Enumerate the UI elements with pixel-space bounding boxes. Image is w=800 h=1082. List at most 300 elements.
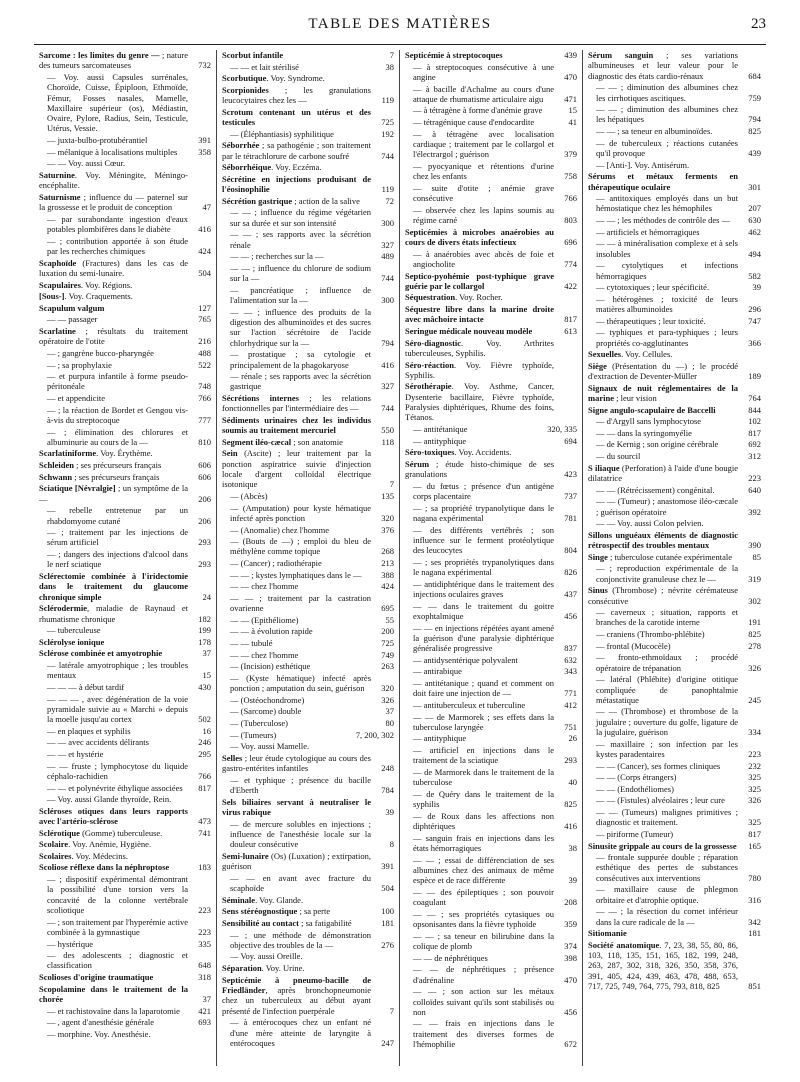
index-entry xyxy=(39,448,211,458)
index-entry xyxy=(222,207,394,228)
entry-page: 392 xyxy=(748,506,761,517)
index-entry xyxy=(39,694,211,725)
entry-page: 232 xyxy=(748,760,761,771)
entry-page: 183 xyxy=(198,862,211,873)
entry-text: — — chez l'homme xyxy=(230,581,299,592)
entry-text: Sclérectomie combinée à l'iridectomie dans le traitement du glaucome chronique simple xyxy=(39,571,188,602)
entry-page: 15 xyxy=(202,670,211,681)
entry-page: 100 xyxy=(381,906,394,917)
index-entry xyxy=(588,795,761,805)
index-entry xyxy=(39,280,211,290)
entry-text: — maxillaire cause de phlegmon orbitaire et d'atrophie optique. xyxy=(596,884,738,905)
entry-page: 737 xyxy=(564,491,577,502)
entry-text: — pyocyanique et rétentions d'urine chez les enfants xyxy=(413,160,554,182)
index-entry xyxy=(222,906,394,916)
entry-page: 335 xyxy=(198,938,211,949)
index-entry xyxy=(222,797,394,818)
entry-text: — (Cancer) ; radiothérapie xyxy=(230,558,322,569)
index-entry xyxy=(39,625,211,635)
index-entry xyxy=(588,349,761,359)
entry-text: — juxta-bulbo-protubérantiel xyxy=(47,135,148,146)
entry-text: — — dans la syringomyélie xyxy=(596,427,692,438)
entry-text: — de Marmorek dans le traitement de la tuberculose xyxy=(413,767,554,788)
index-entry xyxy=(588,416,761,426)
entry-page: 471 xyxy=(564,93,577,104)
entry-text: — — ; kystes lymphatiques dans le — xyxy=(230,569,362,580)
index-entry xyxy=(405,326,577,336)
entry-text: — antityphique xyxy=(413,435,467,446)
index-entry xyxy=(405,227,577,248)
entry-text: Sinusite grippale au cours de la grossesse xyxy=(588,840,737,851)
entry-text: — — avec accidents délirants xyxy=(47,737,149,748)
index-entry xyxy=(39,950,211,971)
entry-page: 326 xyxy=(748,662,761,673)
index-entry xyxy=(222,695,394,705)
entry-text: Séparation. Voy. Urine. xyxy=(222,963,305,974)
entry-text: — — et lait stérilisé xyxy=(230,61,299,72)
index-entry xyxy=(588,463,761,484)
index-entry xyxy=(405,436,577,446)
entry-text: — — et hystérie xyxy=(47,748,104,759)
entry-text: — fronto-ethmoïdaux ; procédé opératoire de trépanation xyxy=(596,652,738,673)
entry-page: 759 xyxy=(748,92,761,103)
entry-text: — , agent d'anesthésie générale xyxy=(47,1017,155,1028)
entry-text: — (Éléphantiasis) syphilitique xyxy=(230,128,334,139)
entry-text: — Voy. aussi Mamelle. xyxy=(230,741,310,752)
index-entry xyxy=(222,349,394,370)
index-entry xyxy=(222,1017,394,1048)
entry-page: 268 xyxy=(381,546,394,557)
entry-text: — ; sa propriété trypanolytique dans le nagana expérimental xyxy=(413,502,554,523)
entry-page: 725 xyxy=(381,638,394,649)
index-entry xyxy=(405,503,577,524)
index-entry xyxy=(405,833,577,854)
entry-page: 473 xyxy=(198,816,211,827)
entry-text: Septicémies à microbes anaérobies au cours de divers états infectieux xyxy=(405,226,554,247)
entry-text: — — de néphrétiques ; présence d'adrénaline xyxy=(413,964,554,985)
entry-page: 326 xyxy=(381,694,394,705)
index-entry xyxy=(222,448,394,489)
entry-text: — à tétragène avec localisation cardiaque ; traitement par le collargol et l'électrargol ; guérison xyxy=(413,128,554,160)
index-entry xyxy=(405,733,577,743)
index-entry xyxy=(588,563,761,584)
entry-page: 489 xyxy=(381,251,394,262)
index-entry xyxy=(222,753,394,774)
entry-text: Segment iléo-cæcal ; son anatomie xyxy=(222,436,343,447)
entry-text: — — (Tumeur) ; anastomose iléo-cæcale ; guérison opératoire xyxy=(596,496,738,517)
entry-page: 208 xyxy=(564,897,577,908)
index-entry xyxy=(39,839,211,849)
entry-text: — (Amputation) pour kyste hématique infecté après ponction xyxy=(230,502,371,523)
entry-page: 40 xyxy=(568,777,577,788)
index-entry xyxy=(39,326,211,347)
index-entry xyxy=(39,258,211,279)
entry-page: 320 xyxy=(381,683,394,694)
entry-page: 693 xyxy=(198,1017,211,1028)
entry-page: 55 xyxy=(385,614,394,625)
index-entry xyxy=(222,741,394,751)
index-entry xyxy=(39,726,211,736)
entry-text: — — ; son action sur les métaux colloïdes suivant qu'ils sont stabilisés ou non xyxy=(413,986,554,1017)
entry-text: — — en avant avec fracture du scaphoïde xyxy=(230,872,371,894)
entry-text: — des différents vertébrés ; son influence sur le ferment protéolytique des leucocytes xyxy=(413,524,554,556)
index-entry xyxy=(588,706,761,737)
index-entry xyxy=(39,303,211,313)
entry-text: — — dans le traitement du goitre exophtalmique xyxy=(413,600,554,621)
entry-text: — antituberculeux et tuberculine xyxy=(413,699,526,710)
entry-text: — ; traitement par les injections de sérum artificiel xyxy=(47,527,188,548)
index-entry xyxy=(222,615,394,625)
entry-page: 263 xyxy=(381,661,394,672)
entry-text: — à streptocoques consécutive à une angine xyxy=(413,61,554,82)
entry-text: — antityphique xyxy=(413,733,467,744)
entry-text: Seringue médicale nouveau modèle xyxy=(405,325,533,336)
index-entry xyxy=(39,603,211,624)
index-entry xyxy=(39,761,211,782)
entry-text: Sérum sanguin ; ses variations albumineuses et leur valeur pour le diagnostic des états cardio-rénaux xyxy=(588,50,738,81)
entry-page: 343 xyxy=(564,666,577,677)
index-entry xyxy=(405,986,577,1017)
entry-page: 37 xyxy=(202,994,211,1004)
index-entry xyxy=(39,939,211,949)
entry-text: Séborrhée ; sa pathogénie ; son traitement par le tétrachlorure de carbone soufré xyxy=(222,140,371,161)
index-entry xyxy=(405,1018,577,1049)
index-entry xyxy=(588,530,761,551)
entry-text: — — ; la résection du cornet inférieur dans la cure radicale de la — xyxy=(596,906,738,927)
index-entry xyxy=(39,806,211,827)
entry-page: 8 xyxy=(389,839,394,850)
entry-text: — — (Tumeurs) malignes primitives ; diagnostic et traitement. xyxy=(596,807,738,828)
entry-page: 751 xyxy=(564,721,577,732)
index-entry xyxy=(222,918,394,928)
index-entry xyxy=(588,327,761,348)
entry-page: 207 xyxy=(748,203,761,214)
entry-text: — sanguin frais en injections dans les états hémorragiques xyxy=(413,832,554,854)
entry-page: 780 xyxy=(748,872,761,883)
entry-text: Signaux de nuit réglementaires de la marine ; leur vision xyxy=(588,382,738,404)
index-entry xyxy=(222,718,394,728)
index-entry xyxy=(588,784,761,794)
entry-page: 391 xyxy=(381,861,394,872)
index-entry xyxy=(222,85,394,106)
entry-page: 488 xyxy=(198,347,211,358)
index-entry xyxy=(39,147,211,157)
index-entry xyxy=(588,405,761,415)
entry-page: 781 xyxy=(564,512,577,523)
entry-text: — caverneux ; situation, rapports et branches de la carotide interne xyxy=(596,607,738,628)
entry-page: 741 xyxy=(198,827,211,838)
index-entry xyxy=(39,472,211,482)
entry-page: 325 xyxy=(748,772,761,783)
entry-page: 748 xyxy=(198,381,211,392)
index-entry xyxy=(39,460,211,470)
entry-page: 119 xyxy=(381,95,394,106)
entry-page: 223 xyxy=(748,473,761,483)
index-entry xyxy=(39,1029,211,1039)
index-entry xyxy=(39,405,211,426)
entry-page: 817 xyxy=(198,782,211,793)
entry-text: Sérothérapie. Voy. Asthme, Cancer, Dysenterie bacillaire, Fièvre typhoïde, Paralysies diphtériques, Rhume des foins, Tétanos. xyxy=(405,381,554,423)
entry-text: — — (Rétrécissement) congénital. xyxy=(596,484,715,495)
index-entry xyxy=(39,737,211,747)
entry-page: 312 xyxy=(748,451,761,462)
entry-text: — — à évolution rapide xyxy=(230,626,313,637)
index-entry xyxy=(405,205,577,226)
entry-page: 504 xyxy=(381,883,394,894)
entry-text: — d'Argyll sans lymphocytose xyxy=(596,416,702,427)
entry-text: — antitétanique ; quand et comment on doit faire une injection de — xyxy=(413,678,554,699)
entry-page: 765 xyxy=(198,314,211,325)
index-entry xyxy=(588,841,761,851)
entry-page: 504 xyxy=(198,267,211,278)
entry-text: — — ; sa teneur en bilirubine dans la colique de plomb xyxy=(413,930,554,952)
entry-text: Séquestration. Voy. Rocher. xyxy=(405,292,503,303)
entry-page: 391 xyxy=(198,135,211,146)
index-entry xyxy=(222,62,394,72)
entry-text: Séborrhéique. Voy. Eczéma. xyxy=(222,162,322,173)
index-entry xyxy=(588,227,761,237)
entry-text: — — ; les méthodes de contrôle des — xyxy=(596,215,731,226)
entry-page: 825 xyxy=(748,629,761,640)
index-entry xyxy=(39,348,211,358)
entry-text: — observée chez les lapins soumis au régime carné xyxy=(413,204,554,226)
entry-text: — ; ses propriétés trypanolytiques dans le nagana expérimental xyxy=(413,556,554,578)
entry-text: Société anatomique. 7, 23, 38, 55, 80, 86, 103, 118, 135, 151, 165, 182, 199, 248, 263, 287, 302, 318, 326, 350, 358, 376, 391, 405, 424, 439, 463, 478, 488, 653, 717, 725, 749, 764, 775, 793, 818, 825 xyxy=(588,939,738,992)
entry-page: 295 xyxy=(198,748,211,759)
entry-page: 632 xyxy=(564,654,577,665)
index-entry xyxy=(405,271,577,292)
index-entry xyxy=(39,1017,211,1027)
index-entry xyxy=(39,427,211,448)
entry-text: — hystérique xyxy=(47,938,94,949)
entry-page: 366 xyxy=(748,337,761,348)
index-entry xyxy=(39,527,211,548)
entry-text: — cytotoxiques ; leur spécificité. xyxy=(596,282,710,293)
entry-page: 412 xyxy=(564,699,577,710)
entry-page: 817 xyxy=(748,828,761,839)
entry-page: 181 xyxy=(381,917,394,928)
entry-page: 439 xyxy=(564,50,577,60)
index-entry xyxy=(588,138,761,159)
entry-text: — ; une méthode de démonstration objective des troubles de la — xyxy=(230,929,371,950)
index-column-3 xyxy=(400,50,583,1066)
index-entry xyxy=(222,263,394,284)
entry-page: 744 xyxy=(381,150,394,161)
entry-text: Scolaires. Voy. Médecins. xyxy=(39,850,128,861)
entry-page: 15 xyxy=(568,105,577,116)
index-column-2 xyxy=(217,50,400,1066)
index-entry xyxy=(222,229,394,250)
entry-page: 774 xyxy=(564,258,577,269)
index-entry xyxy=(405,557,577,578)
entry-page: 127 xyxy=(198,302,211,313)
entry-text: Séminale. Voy. Glande. xyxy=(222,894,304,905)
entry-text: Sérums et métaux ferments en thérapeutique oculaire xyxy=(588,171,738,192)
entry-text: — de tuberculeux ; réactions cutanées qu'il provoque xyxy=(596,137,738,158)
entry-page: 725 xyxy=(381,117,394,128)
entry-text: Sinus (Thrombose) ; névrite cérémateuse consécutive xyxy=(588,585,738,606)
entry-text: — hétérogènes ; toxicité de leurs matières albuminoïdes xyxy=(596,293,738,315)
entry-text: — — et polynévrite éthylique associées xyxy=(47,782,183,793)
index-entry xyxy=(39,505,211,526)
entry-text: — piriforme (Tumeur) xyxy=(596,828,674,839)
index-entry xyxy=(39,314,211,324)
index-entry xyxy=(222,393,394,414)
index-entry xyxy=(405,105,577,115)
entry-page: 206 xyxy=(198,515,211,526)
index-columns xyxy=(34,50,766,1066)
entry-page: 199 xyxy=(198,625,211,636)
entry-page: 844 xyxy=(748,404,761,415)
index-entry xyxy=(222,437,394,447)
index-entry xyxy=(405,249,577,270)
entry-text: Saturnisme ; influence du — paternel sur la grossesse et le produit de conception xyxy=(39,191,188,213)
entry-page: 182 xyxy=(198,613,211,624)
entry-page: 416 xyxy=(564,821,577,832)
entry-page: 7 xyxy=(389,1005,394,1016)
entry-text: — — des épileptiques ; son pouvoir coagulant xyxy=(413,886,554,908)
index-entry xyxy=(222,107,394,128)
index-entry xyxy=(588,552,761,562)
entry-page: 416 xyxy=(381,359,394,370)
entry-text: Schleiden ; ses précurseurs français xyxy=(39,460,162,471)
entry-text: — et typhique ; présence du bacille d'Eberth xyxy=(230,774,371,796)
entry-page: 766 xyxy=(198,770,211,781)
entry-text: Sels biliaires servant à neutraliser le virus rabique xyxy=(222,796,371,818)
entry-text: — à anaérobies avec abcès de foie et angiocholite xyxy=(413,248,554,269)
entry-text: Sitiomanie xyxy=(588,928,627,939)
entry-page: 794 xyxy=(748,114,761,125)
index-entry xyxy=(222,570,394,580)
index-entry xyxy=(222,930,394,951)
entry-text: — antidysentérique polyvalent xyxy=(413,654,518,665)
entry-page: 316 xyxy=(748,894,761,905)
index-entry xyxy=(588,316,761,326)
index-entry xyxy=(39,214,211,235)
index-entry xyxy=(405,183,577,204)
index-entry xyxy=(39,360,211,370)
entry-text: — du fœtus ; présence d'un antigène corps placentaire xyxy=(413,480,554,502)
index-entry xyxy=(39,170,211,191)
index-entry xyxy=(222,975,394,1016)
entry-text: — Voy. aussi Capsules surrénales, Choroïde, Cuisse, Épiploon, Ethmoïde, Fémur, Fosses nasales, Mamelle, Maxillaire supérieur (os), Médiastin, Ovaire, Pylore, Radius, Sein, Testicule, Utérus, Vessie. xyxy=(47,71,188,134)
entry-page: 747 xyxy=(748,315,761,326)
entry-text: — à tétragène à forme d'anémie grave xyxy=(413,105,543,116)
index-entry xyxy=(588,50,761,81)
entry-page: 325 xyxy=(748,783,761,794)
entry-page: 810 xyxy=(198,436,211,447)
entry-page: 764 xyxy=(748,393,761,404)
entry-text: — antirabique xyxy=(413,666,462,677)
entry-text: — (Abcès) xyxy=(230,491,268,502)
entry-page: 7 xyxy=(389,50,394,60)
entry-text: — latérale amyotrophique ; les troubles mentaux xyxy=(47,659,188,681)
index-entry xyxy=(39,571,211,602)
entry-page: 422 xyxy=(564,280,577,291)
entry-text: — — (Corps étrangers) xyxy=(596,772,677,783)
entry-page: 470 xyxy=(564,974,577,985)
entry-text: — — ; essai de différenciation de ses albumines chez des animaux de même espèce et de race différente xyxy=(413,854,554,886)
index-entry xyxy=(222,963,394,973)
index-entry xyxy=(39,917,211,938)
index-entry xyxy=(405,161,577,182)
entry-page: 766 xyxy=(564,193,577,204)
entry-page: 613 xyxy=(564,325,577,336)
entry-page: 771 xyxy=(564,688,577,699)
entry-page: 247 xyxy=(381,1037,394,1048)
index-entry xyxy=(222,951,394,961)
entry-page: 300 xyxy=(381,295,394,306)
index-entry xyxy=(588,485,761,495)
entry-text: — — ; ses propriétés cytasiques ou opsonisantes dans la fièvre typhoïde xyxy=(413,908,554,930)
entry-page: 766 xyxy=(198,393,211,404)
entry-text: — (Tumeurs) xyxy=(230,729,277,740)
entry-text: Séro-toxiques. Voy. Accidents. xyxy=(405,447,512,458)
entry-text: S iliaque (Perforation) à l'aide d'une bougie dilatatrice xyxy=(588,462,738,483)
entry-page: 826 xyxy=(564,567,577,578)
entry-text: — — tubulé xyxy=(230,638,273,649)
index-entry xyxy=(405,678,577,699)
index-entry xyxy=(588,496,761,517)
entry-text: — de Roux dans les affections non diphtériques xyxy=(413,810,554,832)
entry-page: 582 xyxy=(748,270,761,281)
entry-page: 784 xyxy=(381,785,394,796)
entry-text: Siège (Présentation du —) ; le procédé d'extraction de Deventer-Müller xyxy=(588,360,738,382)
index-entry xyxy=(39,828,211,838)
index-entry xyxy=(39,851,211,861)
entry-text: — antidiphtérique dans le traitement des injections oculaires graves xyxy=(413,578,554,600)
entry-text: Scléroses otiques dans leurs rapports avec l'artério-sclérose xyxy=(39,805,188,827)
entry-page: 325 xyxy=(748,817,761,828)
index-entry xyxy=(222,307,394,348)
entry-page: 320 xyxy=(381,512,394,523)
index-entry xyxy=(222,593,394,614)
index-entry xyxy=(588,383,761,404)
entry-text: Septicémie à pneumo-bacille de Friedländer, après bronchopneumonie chez un tuberculeux au début ayant présenté de l'infection puerpérale xyxy=(222,974,371,1016)
entry-page: 640 xyxy=(748,484,761,495)
entry-page: 326 xyxy=(748,795,761,806)
index-entry xyxy=(39,483,211,504)
entry-text: — — ; diminution des albumines chez les cirrhotiques ascitiques. xyxy=(596,82,738,103)
entry-text: — — — , avec dégénération de la voie pyramidale suivie au « Marchi » depuis la moelle jusqu'au cortex xyxy=(47,693,188,725)
entry-text: — cytolytiques et infections hémorragiques xyxy=(596,260,738,281)
index-entry xyxy=(39,972,211,982)
index-entry xyxy=(39,874,211,915)
index-entry xyxy=(405,855,577,886)
entry-page: 423 xyxy=(564,469,577,480)
page-number: 23 xyxy=(751,16,766,32)
entry-text: — Voy. aussi Oreille. xyxy=(230,951,303,962)
entry-text: — du sourcil xyxy=(596,451,641,462)
entry-text: Sciatique [Névralgie] ; un symptôme de la — xyxy=(39,483,188,504)
entry-text: Signe angulo-scapulaire de Baccelli xyxy=(588,404,716,415)
entry-page: 494 xyxy=(748,248,761,259)
entry-page: 456 xyxy=(564,1006,577,1017)
index-entry xyxy=(405,117,577,127)
entry-page: 165 xyxy=(748,840,761,851)
entry-text: Schwann ; ses précurseurs français xyxy=(39,471,160,482)
entry-page: 119 xyxy=(381,184,394,195)
entry-text: — de mercure solubles en injections ; influence de l'anesthésie locale sur la douleur consécutive xyxy=(230,818,371,850)
entry-text: — — ; ses rapports avec la sécrétion rénale xyxy=(230,229,371,250)
index-entry xyxy=(39,158,211,168)
entry-text: — tuberculeuse xyxy=(47,625,101,636)
entry-text: — ; élimination des chlorures et albuminurie au cours de la — xyxy=(47,426,188,447)
entry-text: Scolaire. Voy. Anémie, Hygiène. xyxy=(39,839,152,850)
entry-page: 437 xyxy=(564,589,577,600)
index-entry xyxy=(39,862,211,872)
index-entry xyxy=(222,626,394,636)
